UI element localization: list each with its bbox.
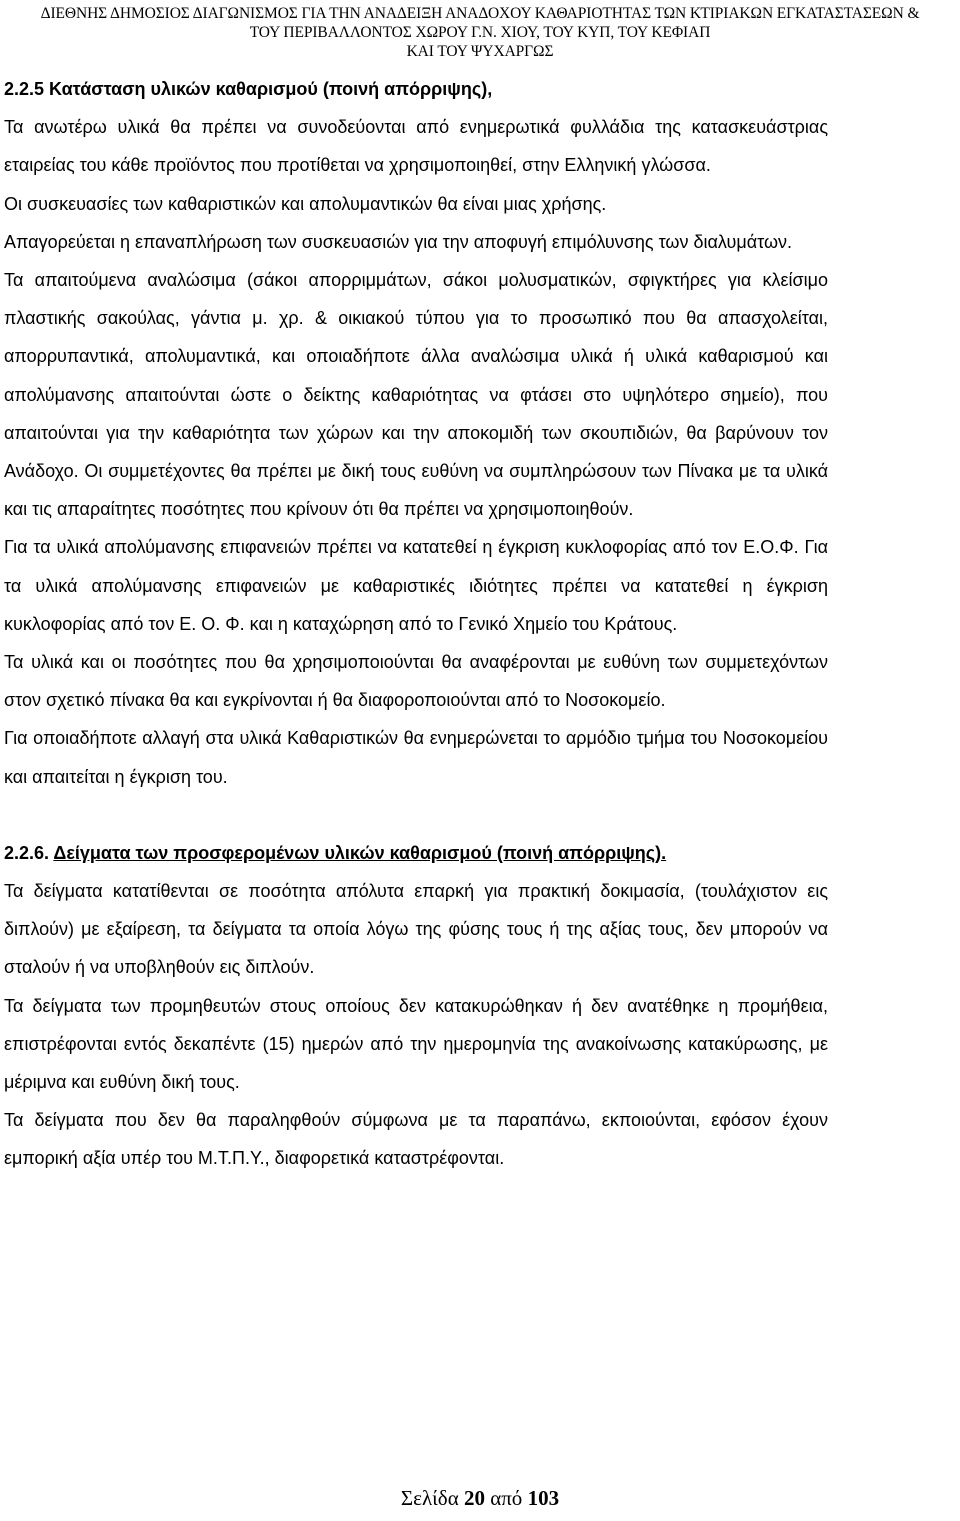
paragraph: Για τα υλικά απολύμανσης επιφανειών πρέπει να κατατεθεί η έγκριση κυκλοφορίας από τον Ε.Ο.Φ. Για τα υλικά απολύμανσης επιφανειών με καθαριστικές ιδιότητες πρέπει να κατατεθεί η έγκριση κυκλοφορίας από τον Ε. Ο. Φ. και η καταχώρηση από το Γενικό Χημείο του Κράτους. [4,537,828,634]
page-header [0,4,960,61]
page-label: Σελίδα [400,1486,459,1510]
page-total: 103 [527,1486,560,1510]
paragraph: Τα δείγματα των προμηθευτών στους οποίους δεν κατακυρώθηκαν ή δεν ανατέθηκε η προμήθεια, επιστρέφονται εντός δεκαπέντε (15) ημερών από την ημερομηνία της ανακοίνωσης κατακύρωσης, με μέριμνα και ευθύνη δική τους. [4,995,828,1093]
paragraph: Απαγορεύεται η επαναπλήρωση των συσκευασιών για την αποφυγή επιμόλυνσης των διαλυμάτων. [4,231,793,252]
paragraph: Τα απαιτούμενα αναλώσιμα (σάκοι απορριμμάτων, σάκοι μολυσματικών, σφιγκτήρες για κλείσιμο πλαστικής σακούλας, γάντια μ. χρ. & οικιακού τύπου για το προσωπικό που θα απασχολείται, απορρυπαντικά, απολυμαντικά, και οποιαδήποτε άλλα αναλώσιμα υλικά ή υλικά καθαρισμού και απολύμανσης απαιτούνται ώστε ο δείκτης καθαριότητας να φτάσει στο υψηλότερο σημείο), που απαιτούνται για την καθαριότητα των χώρων και την αποκομιδή των σκουπιδιών, θα βαρύνουν τον Ανάδοχο. Οι συμμετέχοντες θα πρέπει με δική τους ευθύνη να συμπληρώσουν των Πίνακα με τα υλικά και τις απαραίτητες ποσότητες που κρίνουν ότι θα πρέπει να χρησιμοποιηθούν. [4,270,828,520]
page-number: 20 [463,1486,485,1510]
page-of-label: από [490,1486,523,1510]
section-spacer [4,796,828,834]
paragraph: Τα υλικά και οι ποσότητες που θα χρησιμοποιούνται θα αναφέρονται με ευθύνη των συμμετεχόντων στον σχετικό πίνακα θα και εγκρίνονται ή θα διαφοροποιούνται από το Νοσοκομείο. [4,652,828,711]
paragraph: Τα δείγματα που δεν θα παραληφθούν σύμφωνα με τα παραπάνω, εκποιούνται, εφόσον έχουν εμπορική αξία υπέρ του Μ.Τ.Π.Υ., διαφορετικά καταστρέφονται. [4,1110,828,1169]
paragraph: Οι συσκευασίες των καθαριστικών και απολυμαντικών θα είναι μιας χρήσης. [4,193,607,214]
section-heading-2-2-5: 2.2.5 Κατάσταση υλικών καθαρισμού (ποινή απόρριψης), [4,79,493,99]
header-line-3: ΚΑΙ ΤΟΥ ΨΥΧΑΡΓΩΣ [406,43,554,60]
section-number: 2.2.6. [4,842,50,863]
page-footer [0,1485,960,1511]
section-heading-2-2-6 [4,834,828,872]
header-line-2: ΤΟΥ ΠΕΡΙΒΑΛΛΟΝΤΟΣ ΧΩΡΟΥ Γ.Ν. ΧΙΟΥ, ΤΟΥ ΚΥΠ, ΤΟΥ ΚΕΦΙΑΠ [249,24,711,41]
paragraph: Τα δείγματα κατατίθενται σε ποσότητα απόλυτα επαρκή για πρακτική δοκιμασία, (τουλάχιστον εις διπλούν) με εξαίρεση, τα δείγματα τα οποία λόγω της φύσης τους ή της αξίας τους, δεν μπορούν να σταλούν ή να υποβληθούν εις διπλούν. [4,881,828,978]
header-line-1: ΔΙΕΘΝΗΣ ΔΗΜΟΣΙΟΣ ΔΙΑΓΩΝΙΣΜΟΣ ΓΙΑ ΤΗΝ ΑΝΑΔΕΙΞΗ ΑΝΑΔΟΧΟΥ ΚΑΘΑΡΙΟΤΗΤΑΣ ΤΩΝ ΚΤΙΡΙΑΚΩΝ ΕΓΚΑΤΑΣΤΑΣΕΩΝ & [40,5,920,22]
section-title: Δείγματα των προσφερομένων υλικών καθαρισμού (ποινή απόρριψης). [53,842,667,863]
paragraph: Για οποιαδήποτε αλλαγή στα υλικά Καθαριστικών θα ενημερώνεται το αρμόδιο τμήμα του Νοσοκομείου και απαιτείται η έγκριση του. [4,728,828,787]
paragraph: Τα ανωτέρω υλικά θα πρέπει να συνοδεύονται από ενημερωτικά φυλλάδια της κατασκευάστριας εταιρείας του κάθε προϊόντος που προτίθεται να χρησιμοποιηθεί, στην Ελληνική γλώσσα. [4,117,828,176]
document-body [4,70,828,1178]
